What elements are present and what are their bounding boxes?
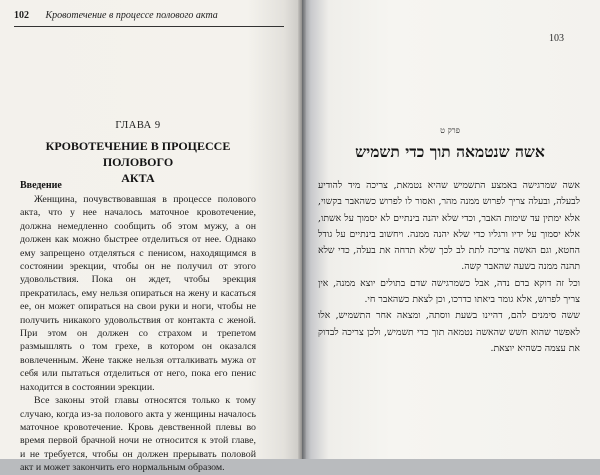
chapter-title-line: КРОВОТЕЧЕНИЕ В ПРОЦЕССЕ ПОЛОВОГО (45, 139, 231, 169)
running-header (14, 10, 282, 21)
hebrew-chapter-label: פרק ט (440, 126, 460, 135)
left-page-number: 102 (14, 10, 29, 21)
header-rule (14, 26, 284, 27)
paragraph: וכל זה דוקא בדם נדה, אבל כשמרגישה שדם בתולים יוצא ממנה, אין צריך לפרוש, אלא גומר ביאתו כדרכו, וכן לצאת כשהאבר חי. (318, 277, 580, 306)
chapter-label: ГЛАВА 9 (115, 120, 161, 131)
body-text (20, 193, 256, 475)
right-page-number: 103 (549, 33, 564, 44)
running-title: Кровотечение в процессе полового акта (45, 10, 218, 21)
section-heading: Введение (20, 180, 62, 191)
chapter-title-line: АКТА (121, 171, 155, 185)
book-gutter (298, 0, 306, 459)
paragraph: Женщина, почувствовавшая в процессе полового акта, что у нее началось маточное кровотечение, должна немедленно сообщить об этом мужу, а он должен как можно быстрее отделиться от нее. Однако ему запрещено отделяться с пенисом, находящимся в состоянии эрекции, чтобы он не получил от этого удовольствия. Пока он ждет, чтобы эрекция прекратилась, ему нельзя опираться на жену и касаться ее, он может опираться на свои руки и ноги, чтобы не получить никакого удовольствия от контакта с женой. При этом он должен со страхом и трепетом размышлять о том грехе, в котором он оказался вовлеченным. Жене также нельзя отталкивать мужа от себя или пытаться отделиться от него, пока его пенис находится в состоянии эрекции. (20, 194, 256, 393)
chapter-title (18, 138, 258, 186)
hebrew-body-text (318, 178, 580, 357)
paragraph: ששה סימנים להם, דהיינו בשעת ווסתה, ומצאה אחר התשמיש, אלו לאפשר שהוא חשש שהאשה נטמאה תוך כדי תשמיש, ולכן צריכה לבדוק את עצמה כשהיא יוצאת. (318, 310, 580, 354)
paragraph: Все законы этой главы относятся только к тому случаю, когда из-за полового акта у женщины началось маточное кровотечение. Кровь девственной плевы во время первой брачной ночи не относится к этой главе, и не требуется, чтобы он должен прерывать половой акт и может закончить его нормальным образом. (20, 395, 256, 474)
hebrew-chapter-title: אשה שנטמאה תוך כדי תשמיש (355, 142, 545, 161)
paragraph: אשה שמרגישה באמצע התשמיש שהיא נטמאת, צריכה מיד להודיע לבעלה, ובעלה צריך לפרוש ממנה מהר, ואסור לו לפרוש כשהאבר בקשוי, אלא ימתין עד שימות האבר, וכדי שלא יהנה בינתיים לא יסמוך על אשתו, אלא יסמוך על ידיו ורגליו כדי שלא יהנה ממנה. ויחשוב בינתיים על גודל החטא, וגם האשה צריכה לתת לב לכך שלא תדחה את בעלה, כדי שלא תהנה ממנה בשעה שהאבר קשה. (318, 180, 580, 273)
